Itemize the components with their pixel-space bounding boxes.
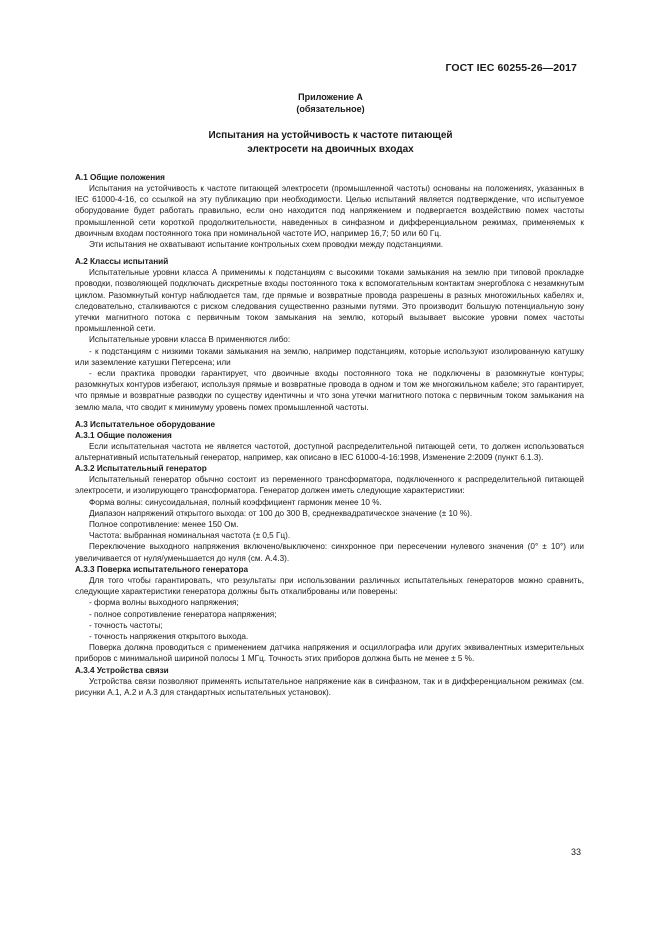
page-number: 33 — [570, 847, 581, 857]
document-body — [75, 172, 584, 698]
list-item: - полное сопротивление генератора напряжения; — [89, 609, 277, 619]
list-item: - если практика проводки гарантирует, что двоичные входы постоянного тока не подключены в разомкнутые контуры; разомкнутых контуров избегают, используя прямые и возвратные провода в одном и том же многожильном кабеле; это гарантирует, что прямые и возвратные разводки по существу идентичны и что зона утечки магнитного потока с первичным током замыкания на землю мала, что сводит к минимуму уровень помех промышленной частоты. — [75, 369, 584, 412]
paragraph: Полное сопротивление: менее 150 Ом. — [89, 520, 239, 530]
paragraph: Диапазон напряжений открытого выхода: от 100 до 300 В, среднеквадратическое значение (± 10 %). — [89, 508, 473, 518]
paragraph: Испытательные уровни класса В применяются либо: — [89, 335, 291, 345]
annex-status: (обязательное) — [296, 104, 365, 114]
annex-heading — [0, 91, 661, 115]
paragraph: Испытательные уровни класса А применимы к подстанциям с высокими токами замыкания на землю при типовой прокладке проводки, позволяющей подключать дискретные входы постоянного тока к вспомогательным контактам энергоблока с незамкнутым циклом. Разомкнутый контур наблюдается там, где прямые и возвратные провода разрешены в разных многожильных кабелях и, следовательно, сталкиваются с риском следования существенно разными путями. Это производит большую потенциальную зону утечки магнитного потока с первичным током замыкания на землю, который вызывает высокие уровни помех частоты промышленной сети. — [75, 268, 584, 334]
subsection-a32-heading: А.3.2 Испытательный генератор — [75, 464, 207, 474]
section-a1-heading: А.1 Общие положения — [75, 173, 165, 182]
list-item: - точность частоты; — [89, 620, 163, 630]
paragraph: Для того чтобы гарантировать, что результаты при использовании различных испытательных генераторов можно сравнить, следующие характеристики генератора должны быть откалиброваны или поверены: — [75, 575, 584, 597]
paragraph: Испытательный генератор обычно состоит из переменного трансформатора, подключенного к распределительной питающей электросети, и изолирующего трансформатора. Генератор должен иметь следующие характеристики: — [75, 475, 584, 496]
paragraph: Если испытательная частота не является частотой, доступной распределительной питающей сети, то должен использоваться альтернативный испытательный генератор, например, как описано в IEC 61000-4-16:1998, Изменение 2:2009 (пункт 6.1.3). — [75, 441, 584, 463]
list-item: - форма волны выходного напряжения; — [89, 598, 239, 608]
standard-designation: ГОСТ IEC 60255-26—2017 — [445, 62, 577, 74]
paragraph: Испытания на устойчивость к частоте питающей электросети (промышленной частоты) основаны на положениях, указанных в IEC 61000-4-16, со ссылкой на эту публикацию при необходимости. Целью испытаний является подтверждение, что испытуемое оборудование будет работать правильно, если оно находится под напряжением и подвергается воздействию помех частоты промышленной сети короткой продолжительности, наведенных в синфазном и дифференциальном режимах, применяемых к двоичным входам постоянного тока при номинальной частоте ИО, например 16,7; 50 или 60 Гц. — [75, 184, 584, 238]
subsection-a33-heading: А.3.3 Поверка испытательного генератора — [75, 564, 249, 574]
paragraph: Эти испытания не охватывают испытание контрольных схем проводки между подстанциями. — [89, 240, 444, 250]
subsection-a31-heading: А.3.1 Общие положения — [75, 430, 172, 440]
paragraph: Частота: выбранная номинальная частота (± 0,5 Гц). — [89, 531, 291, 541]
document-title-line2: электросети на двоичных входах — [247, 144, 414, 155]
paragraph: Переключение выходного напряжения включено/выключено: синхронное при пересечении нулевого значения (0° ± 10°) или увеличивается от нуля/уменьшается до нуля (см. А.4.3). — [75, 542, 584, 563]
list-item: - к подстанциям с низкими токами замыкания на землю, например подстанциям, которые используют изолированную катушку или заземление катушки Петерсена; или — [75, 346, 584, 367]
paragraph: Устройства связи позволяют применять испытательное напряжение как в синфазном, так и в дифференциальном режимах (см. рисунки А.1, А.2 и А.3 для стандартных испытательных установок). — [75, 676, 584, 697]
section-a2-heading: А.2 Классы испытаний — [75, 257, 169, 267]
paragraph: Форма волны: синусоидальная, полный коэффициент гармоник менее 10 %. — [89, 497, 382, 507]
document-title-line1: Испытания на устойчивость к частоте питающей — [208, 130, 453, 141]
list-item: - точность напряжения открытого выхода. — [89, 631, 249, 641]
subsection-a34-heading: А.3.4 Устройства связи — [75, 665, 169, 675]
paragraph: Поверка должна проводиться с применением датчика напряжения и осциллографа или других эквивалентных измерительных приборов с минимальной шириной полосы 1 МГц. Точность этих приборов должна быть не менее ± 5 %. — [75, 643, 584, 664]
document-title — [0, 129, 661, 157]
section-a3-heading: А.3 Испытательное оборудование — [75, 419, 216, 429]
annex-title: Приложение А — [298, 92, 363, 102]
